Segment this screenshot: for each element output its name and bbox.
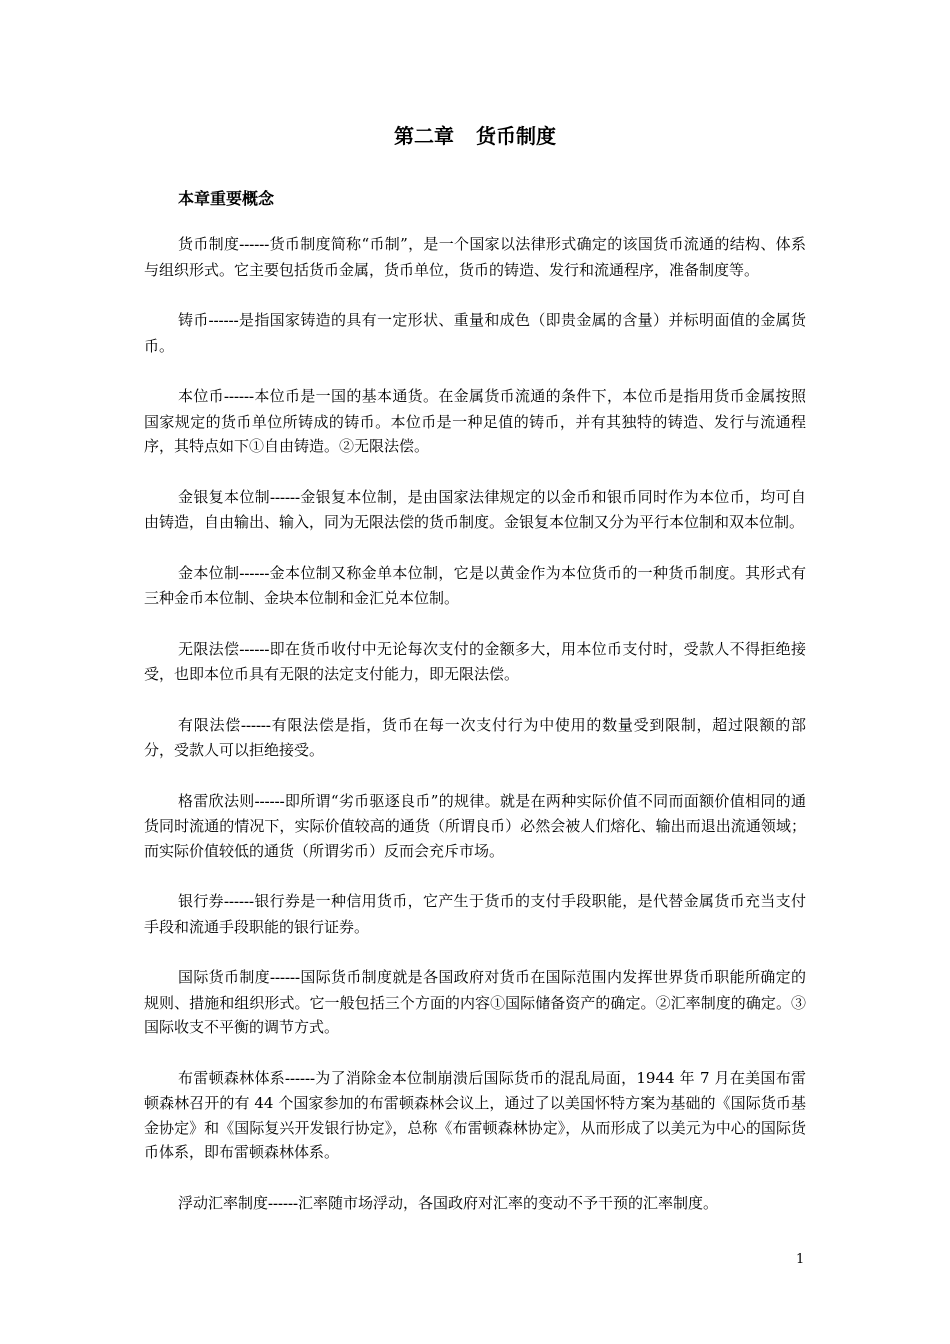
- chapter-name: 货币制度: [476, 124, 556, 148]
- term-separator: ------: [285, 1070, 316, 1087]
- definition-term: 布雷顿森林体系: [178, 1068, 286, 1087]
- definition-paragraph: [144, 384, 806, 459]
- page-number: 1: [796, 1252, 805, 1267]
- definitions-list: [144, 232, 806, 1242]
- definition-text: 货币制度简称“币制”，是一个国家以法律形式确定的该国货币流通的结构、体系与组织形式。它主要包括货币金属，货币单位，货币的铸造、发行和流通程序，准备制度等。: [144, 235, 806, 279]
- definition-paragraph: [144, 561, 806, 611]
- definition-term: 有限法偿: [178, 715, 241, 734]
- definition-paragraph: [144, 308, 806, 358]
- definition-paragraph: [144, 1191, 806, 1217]
- definition-text: 本位币是一国的基本通货。在金属货币流通的条件下，本位币是指用货币金属按照国家规定的货币单位所铸成的铸币。本位币是一种足值的铸币，并有其独特的铸造、发行与流通程序，其特点如下①自由铸造。②无限法偿。: [144, 387, 806, 455]
- definition-text: 金本位制又称金单本位制，它是以黄金作为本位货币的一种货币制度。其形式有三种金币本位制、金块本位制和金汇兑本位制。: [144, 563, 806, 607]
- definition-term: 本位币: [178, 387, 224, 405]
- definition-term: 无限法偿: [178, 639, 240, 658]
- chapter-number: 第二章: [394, 124, 454, 148]
- definition-term: 铸币: [178, 311, 209, 329]
- definition-term: 浮动汇率制度: [178, 1193, 269, 1212]
- definition-text: 汇率随市场浮动，各国政府对汇率的变动不予干预的汇率制度。: [298, 1193, 719, 1212]
- definition-paragraph: [144, 789, 806, 864]
- section-heading: 本章重要概念: [178, 189, 275, 208]
- definition-term: 格雷欣法则: [178, 791, 255, 810]
- definition-term: 国际货币制度: [178, 968, 270, 986]
- definition-text: 是指国家铸造的具有一定形状、重量和成色（即贵金属的含量）并标明面值的金属货币。: [144, 311, 806, 355]
- term-separator: ------: [240, 717, 271, 734]
- definition-paragraph: [144, 232, 806, 282]
- definition-paragraph: [144, 965, 806, 1040]
- term-separator: ------: [224, 894, 254, 910]
- term-separator: ------: [268, 1195, 298, 1212]
- term-separator: ------: [270, 489, 300, 506]
- definition-text: 即所谓“劣币驱逐良币”的规律。就是在两种实际价值不同而面额价值相同的通货同时流通的情况下，实际价值较高的通货（所谓良币）必然会被人们熔化、输出而退出流通领域；而实际价值较低的通货（所谓劣币）反而会充斥市场。: [144, 791, 806, 860]
- definition-paragraph: [144, 1066, 806, 1165]
- term-separator: ------: [239, 237, 270, 253]
- definition-paragraph: [144, 637, 806, 687]
- definition-term: 货币制度: [178, 235, 240, 253]
- definition-text: 国际货币制度就是各国政府对货币在国际范围内发挥世界货币职能所确定的规则、措施和组织形式。它一般包括三个方面的内容①国际储备资产的确定。②汇率制度的确定。③国际收支不平衡的调节方式。: [144, 968, 806, 1036]
- term-separator: ------: [224, 389, 254, 405]
- definition-paragraph: [144, 485, 806, 535]
- term-separator: ------: [239, 565, 270, 582]
- definition-text: 有限法偿是指，货币在每一次支付行为中使用的数量受到限制，超过限额的部分，受款人可以拒绝接受。: [144, 715, 806, 759]
- definition-text: 金银复本位制，是由国家法律规定的以金币和银币同时作为本位币，均可自由铸造，自由输出、输入，同为无限法偿的货币制度。金银复本位制又分为平行本位制和双本位制。: [144, 487, 806, 531]
- term-separator: ------: [270, 970, 300, 986]
- definition-term: 银行券: [178, 892, 224, 910]
- term-separator: ------: [208, 313, 239, 329]
- definition-text: 为了消除金本位制崩溃后国际货币的混乱局面，1944 年 7 月在美国布雷顿森林召开的有 44 个国家参加的布雷顿森林会议上，通过了以美国怀特方案为基础的《国际货币基金协定》和《国际复兴开发银行协定》，总称《布雷顿森林协定》，从而形成了以美元为中心的国际货币体系，即布雷顿森林体系。: [144, 1068, 806, 1161]
- definition-paragraph: [144, 889, 806, 939]
- chapter-title: [0, 122, 950, 150]
- term-separator: ------: [254, 793, 285, 810]
- definition-term: 金本位制: [178, 563, 240, 582]
- definition-text: 银行券是一种信用货币，它产生于货币的支付手段职能，是代替金属货币充当支付手段和流通手段职能的银行证券。: [144, 892, 806, 936]
- definition-text: 即在货币收付中无论每次支付的金额多大，用本位币支付时，受款人不得拒绝接受，也即本位币具有无限的法定支付能力，即无限法偿。: [144, 639, 806, 683]
- definition-paragraph: [144, 713, 806, 763]
- term-separator: ------: [239, 641, 270, 658]
- definition-term: 金银复本位制: [178, 487, 270, 506]
